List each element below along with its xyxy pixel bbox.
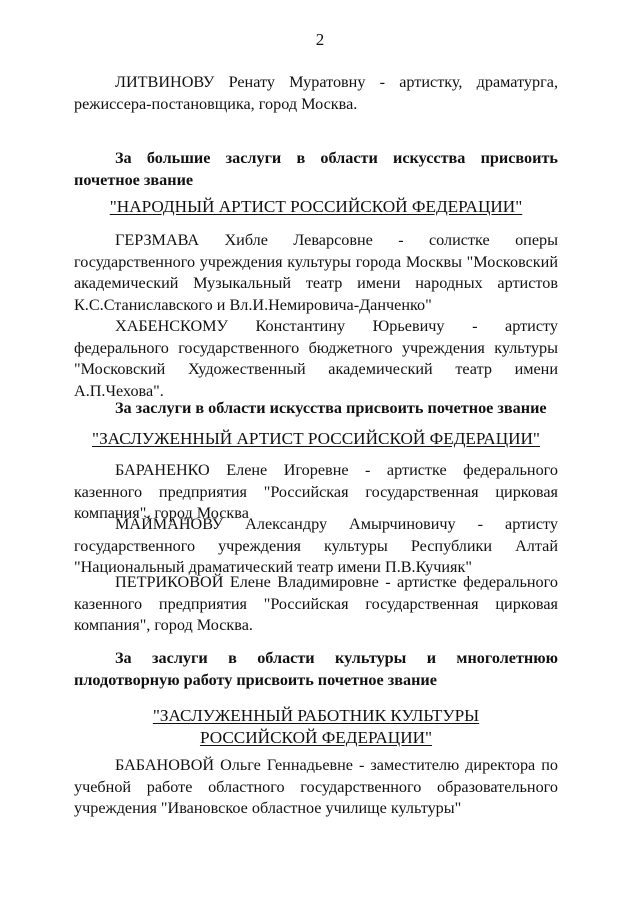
section-3-title-line-2: РОССИЙСКОЙ ФЕДЕРАЦИИ" (199, 728, 433, 747)
intro-paragraph: ЛИТВИНОВУ Ренату Муратовну - артистку, драматурга, режиссера-постановщика, город Москва. (74, 73, 558, 113)
section-2-heading: За заслуги в области искусства присвоить почетное звание (115, 399, 547, 417)
section-2-entry-3: ПЕТРИКОВОЙ Елене Владимировне - артистке федерального казенного предприятия "Российская государственная цирковая компания", город Москва. (74, 573, 558, 634)
page-number: 2 (315, 30, 325, 49)
section-3-entry-1: БАБАНОВОЙ Ольге Геннадьевне - заместителю директора по учебной работе областного государственного образовательного учреждения "Ивановское областное училище культуры" (74, 756, 558, 817)
section-1-title (74, 196, 558, 218)
section-2-entry-1: БАРАНЕНКО Елене Игоревне - артистке федерального казенного предприятия "Российская государственная цирковая компания", город Москва (74, 461, 558, 522)
section-1-heading: За большие заслуги в области искусства присвоить почетное звание (74, 149, 558, 189)
section-1-title-text: "НАРОДНЫЙ АРТИСТ РОССИЙСКОЙ ФЕДЕРАЦИИ" (109, 197, 523, 216)
section-2-title-text: "ЗАСЛУЖЕННЫЙ АРТИСТ РОССИЙСКОЙ ФЕДЕРАЦИИ" (92, 429, 540, 448)
section-3-title (74, 705, 558, 749)
section-2-entry-2: МАЙМАНОВУ Александру Амырчиновичу - артисту государственного учреждения культуры Республики Алтай "Национальный драматический театр имени П.В.Кучияк" (74, 515, 558, 576)
section-1-entry-1: ГЕРЗМАВА Хибле Леварсовне - солистке оперы государственного учреждения культуры города Москвы "Московский академический Музыкальный театр имени народных артистов К.С.Станиславского и Вл.И.Немировича-Данченко" (74, 231, 558, 314)
section-3-heading: За заслуги в области культуры и многолетнюю плодотворную работу присвоить почетное звание (74, 649, 558, 689)
section-1-entry-2: ХАБЕНСКОМУ Константину Юрьевичу - артисту федерального государственного бюджетного учреждения культуры "Московский Художественный академический театр имени А.П.Чехова". (74, 317, 558, 400)
section-3-title-line-1: "ЗАСЛУЖЕННЫЙ РАБОТНИК КУЛЬТУРЫ (152, 706, 480, 725)
section-2-title (74, 428, 558, 450)
